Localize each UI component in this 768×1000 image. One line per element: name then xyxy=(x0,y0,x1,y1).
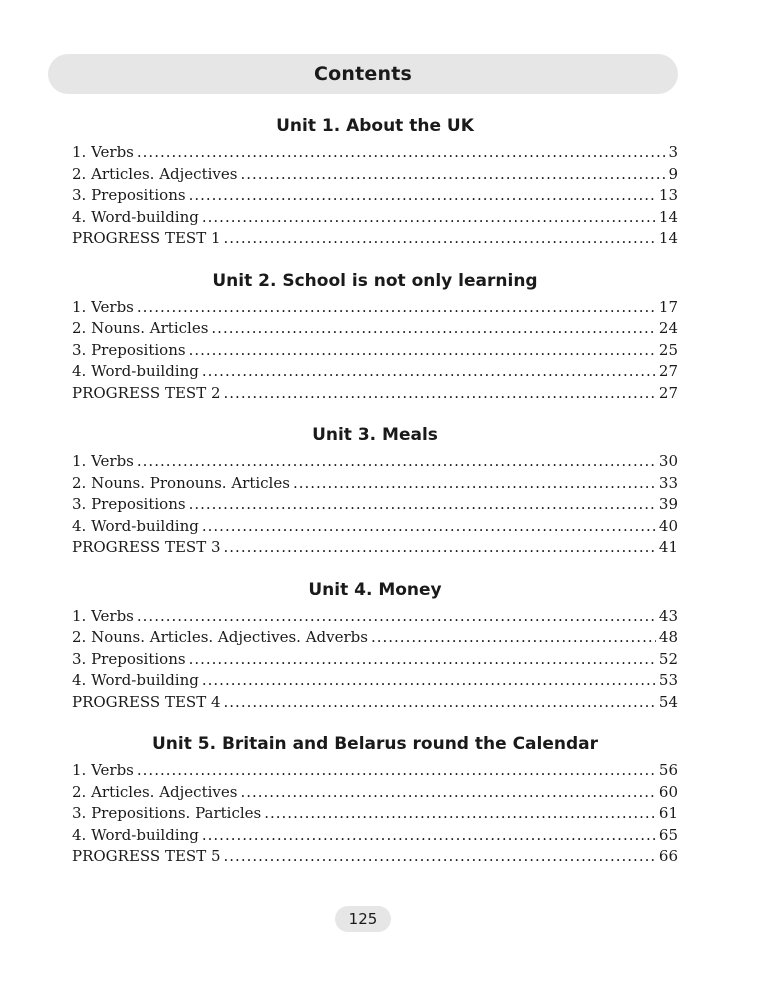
toc-entry-label: 3. Prepositions xyxy=(72,340,186,359)
toc-entry[interactable] xyxy=(72,451,678,473)
unit-title: Unit 5. Britain and Belarus round the Calendar xyxy=(151,734,599,754)
dot-leader xyxy=(189,185,656,207)
toc-entry-label: 3. Prepositions xyxy=(72,186,186,204)
toc-entry-page: 17 xyxy=(658,297,678,316)
unit-title: Unit 4. Money xyxy=(308,579,442,600)
toc-entry[interactable] xyxy=(72,692,678,714)
unit-title: Unit 1. About the UK xyxy=(276,116,474,136)
toc-entry-page: 40 xyxy=(658,516,678,535)
unit-section-2 xyxy=(72,267,678,405)
contents-banner xyxy=(48,54,678,94)
unit-section-1 xyxy=(72,112,678,250)
toc-entry-label: 1. Verbs xyxy=(72,452,134,470)
toc-entry[interactable] xyxy=(72,185,678,207)
dot-leader xyxy=(264,803,656,825)
toc-entry-label: 3. Prepositions. Particles xyxy=(72,804,262,822)
toc-entry[interactable] xyxy=(72,318,678,340)
toc-entry-label: 4. Word-building xyxy=(72,516,199,535)
dot-leader xyxy=(137,606,656,628)
toc-entry-label: PROGRESS TEST 1 xyxy=(72,229,221,247)
dot-leader xyxy=(224,537,656,559)
dot-leader xyxy=(202,825,656,847)
toc-entry[interactable] xyxy=(72,228,678,250)
toc-entry-page: 14 xyxy=(658,229,678,247)
dot-leader xyxy=(202,361,656,383)
toc-entry-label: 4. Word-building xyxy=(72,825,199,844)
unit-section-4 xyxy=(72,576,678,714)
dot-leader xyxy=(137,142,666,164)
dot-leader xyxy=(202,516,656,538)
toc-entry-page: 24 xyxy=(658,319,678,337)
toc-entry-label: 3. Prepositions xyxy=(72,649,186,668)
unit-section-3 xyxy=(72,421,678,559)
toc-entry[interactable] xyxy=(72,760,678,782)
toc-entry[interactable] xyxy=(72,164,678,186)
toc-entry-page: 13 xyxy=(658,186,678,204)
toc-entry-page: 65 xyxy=(658,825,678,844)
toc-entry-label: PROGRESS TEST 5 xyxy=(72,847,221,865)
toc-entry-page: 41 xyxy=(658,538,678,556)
page-title: Contents xyxy=(313,63,412,85)
toc-entry-page: 27 xyxy=(658,362,678,380)
unit-section-5 xyxy=(72,730,678,868)
toc-entry-label: 2. Nouns. Pronouns. Articles xyxy=(72,473,290,492)
toc-entry-page: 3 xyxy=(668,143,678,161)
toc-entry[interactable] xyxy=(72,825,678,847)
toc-entry[interactable] xyxy=(72,846,678,868)
toc-entry-page: 48 xyxy=(658,628,678,646)
toc-entry-page: 53 xyxy=(658,671,678,689)
dot-leader xyxy=(189,494,656,516)
unit-title: Unit 3. Meals xyxy=(312,425,438,445)
toc-entry[interactable] xyxy=(72,207,678,229)
toc-entry-label: 4. Word-building xyxy=(72,362,199,380)
toc-entry[interactable] xyxy=(72,383,678,405)
dot-leader xyxy=(211,318,656,340)
toc-entry-label: 3. Prepositions xyxy=(72,495,186,513)
toc-entry-page: 9 xyxy=(668,164,678,183)
toc-entry[interactable] xyxy=(72,627,678,649)
dot-leader xyxy=(293,473,656,495)
dot-leader xyxy=(202,670,656,692)
toc-entry-label: 2. Nouns. Articles. Adjectives. Adverbs xyxy=(72,628,368,646)
dot-leader xyxy=(240,164,665,186)
dot-leader xyxy=(240,782,655,804)
dot-leader xyxy=(137,297,656,319)
toc-entry-label: PROGRESS TEST 2 xyxy=(72,383,221,402)
toc-entry[interactable] xyxy=(72,142,678,164)
toc-entry[interactable] xyxy=(72,516,678,538)
toc-entry[interactable] xyxy=(72,297,678,319)
dot-leader xyxy=(224,228,656,250)
toc-entry-label: 1. Verbs xyxy=(72,297,134,316)
toc-entry-page: 39 xyxy=(658,495,678,513)
table-of-contents xyxy=(72,112,678,885)
toc-entry-page: 60 xyxy=(658,782,678,801)
toc-entry-label: 1. Verbs xyxy=(72,143,134,161)
toc-entry[interactable] xyxy=(72,803,678,825)
dot-leader xyxy=(371,627,656,649)
toc-entry-page: 52 xyxy=(658,649,678,668)
dot-leader xyxy=(224,846,656,868)
dot-leader xyxy=(189,340,656,362)
toc-entry-page: 27 xyxy=(658,383,678,402)
dot-leader xyxy=(202,207,656,229)
toc-entry-page: 25 xyxy=(658,340,678,359)
toc-entry[interactable] xyxy=(72,340,678,362)
toc-entry[interactable] xyxy=(72,494,678,516)
toc-entry-label: PROGRESS TEST 4 xyxy=(72,692,221,711)
toc-entry-label: 4. Word-building xyxy=(72,671,199,689)
page-number: 125 xyxy=(348,910,378,928)
toc-entry-page: 33 xyxy=(658,473,678,492)
dot-leader xyxy=(189,649,656,671)
toc-entry-label: 2. Articles. Adjectives xyxy=(72,164,238,183)
toc-entry-page: 61 xyxy=(658,804,678,822)
toc-entry-label: 1. Verbs xyxy=(72,606,134,625)
toc-entry-page: 56 xyxy=(658,761,678,779)
toc-entry[interactable] xyxy=(72,361,678,383)
toc-entry-page: 30 xyxy=(658,452,678,470)
toc-entry-label: 1. Verbs xyxy=(72,761,134,779)
toc-entry-page: 43 xyxy=(658,606,678,625)
toc-entry-page: 66 xyxy=(658,847,678,865)
page-number-badge xyxy=(335,906,391,932)
dot-leader xyxy=(224,692,656,714)
dot-leader xyxy=(224,383,656,405)
toc-entry-label: PROGRESS TEST 3 xyxy=(72,538,221,556)
toc-entry[interactable] xyxy=(72,670,678,692)
dot-leader xyxy=(137,760,656,782)
toc-entry[interactable] xyxy=(72,473,678,495)
toc-entry[interactable] xyxy=(72,537,678,559)
toc-entry-page: 14 xyxy=(658,207,678,226)
toc-entry-label: 2. Articles. Adjectives xyxy=(72,782,238,801)
toc-entry[interactable] xyxy=(72,649,678,671)
dot-leader xyxy=(137,451,656,473)
toc-entry-page: 54 xyxy=(658,692,678,711)
unit-title: Unit 2. School is not only learning xyxy=(212,270,538,291)
toc-entry[interactable] xyxy=(72,782,678,804)
toc-entry-label: 2. Nouns. Articles xyxy=(72,319,209,337)
toc-entry-label: 4. Word-building xyxy=(72,207,199,226)
toc-entry[interactable] xyxy=(72,606,678,628)
